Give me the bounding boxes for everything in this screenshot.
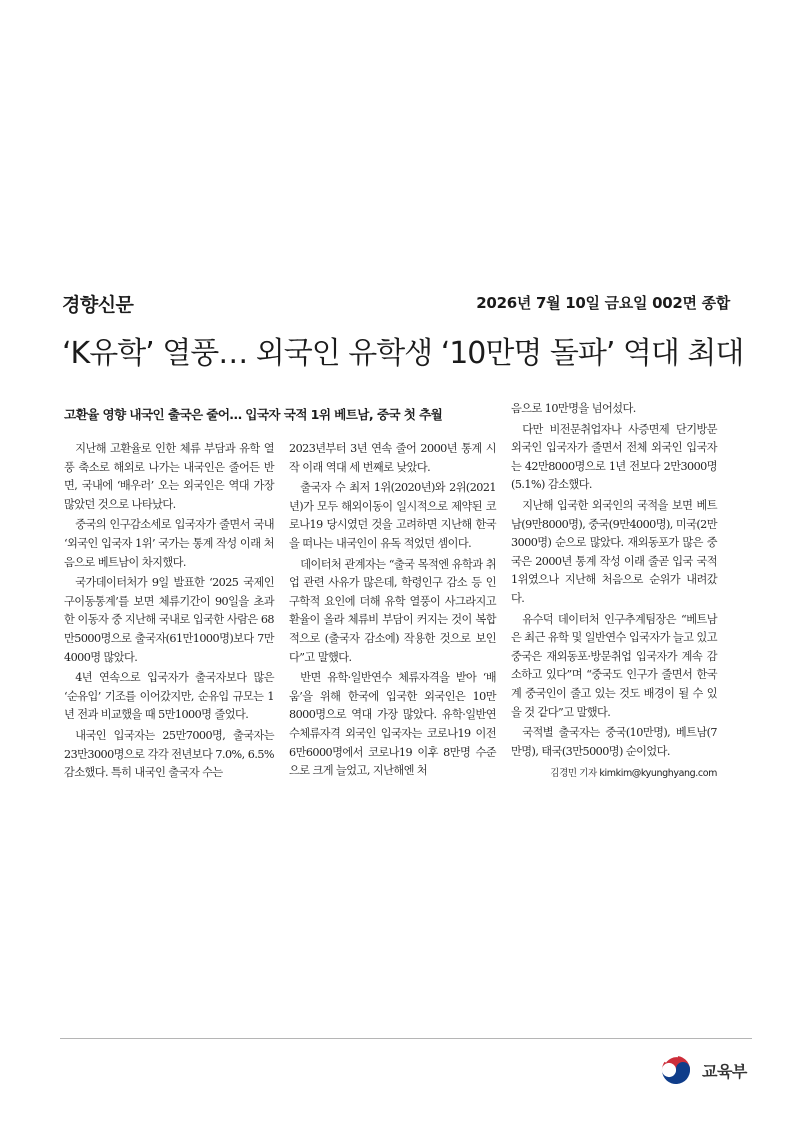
- paragraph: 출국자 수 최저 1위(2020년)와 2위(2021년)가 모두 해외이동이 일시적으로 제약된 코로나19 당시였던 것을 고려하면 지난해 한국을 떠나는 내국인이 유독 적었던 셈이다.: [289, 481, 496, 550]
- paragraph: 중국의 인구감소세로 입국자가 줄면서 국내 ‘외국인 입국자 1위’ 국가는 통계 작성 이래 처음으로 베트남이 차지했다.: [64, 518, 274, 569]
- ministry-name: 교육부: [702, 1062, 747, 1081]
- dateline: 2026년 7월 10일 금요일 002면 종합: [476, 294, 730, 312]
- taegeuk-emblem-icon: [658, 1052, 694, 1088]
- article-headline: ‘K유학’ 열풍… 외국인 유학생 ‘10만명 돌파’ 역대 최대: [62, 336, 744, 371]
- article-subheadline: 고환율 영향 내국인 출국은 줄어… 입국자 국적 1위 베트남, 중국 첫 추월: [64, 407, 443, 422]
- paragraph: 국가데이터처가 9일 발표한 ‘2025 국제인구이동통계’를 보면 체류기간이 90일을 초과한 이동자 중 지난해 국내로 입국한 사람은 68만5000명으로 출국자(61만1000명)보다 7만4000명 많았다.: [64, 576, 274, 664]
- paragraph: 2023년부터 3년 연속 줄어 2000년 통계 시작 이래 역대 세 번째로 낮았다.: [289, 442, 496, 474]
- ministry-logo: [658, 1050, 758, 1090]
- article-column-1: [64, 440, 274, 785]
- paragraph: 지난해 입국한 외국인의 국적을 보면 베트남(9만8000명), 중국(9만4000명), 미국(2만3000명) 순으로 많았다. 재외동포가 많은 중국은 2000년 통계 작성 이래 줄곧 입국 국적 1위였으나 지난해 처음으로 순위가 내려갔다.: [511, 498, 717, 605]
- paragraph: 지난해 고환율로 인한 체류 부담과 유학 열풍 축소로 해외로 나가는 내국인은 줄어든 반면, 국내에 ‘배우러’ 오는 외국인은 역대 가장 많았던 것으로 나타났다.: [64, 442, 274, 511]
- paragraph: 국적별 출국자는 중국(10만명), 베트남(7만명), 태국(3만5000명) 순이었다.: [511, 726, 717, 758]
- footer-divider: [60, 1038, 752, 1039]
- paragraph: 유수덕 데이터처 인구추계팀장은 “베트남은 최근 유학 및 일반연수 입국자가 늘고 있고 중국은 재외동포·방문취업 입국자가 계속 감소하고 있다”며 “중국도 인구가 줄면서 한국계 중국인이 줄고 있는 것도 배경이 될 수 있을 것 같다”고 말했다.: [511, 612, 717, 719]
- paragraph: 내국인 입국자는 25만7000명, 출국자는 23만3000명으로 각각 전년보다 7.0%, 6.5% 감소했다. 특히 내국인 출국자 수는: [64, 728, 274, 780]
- paragraph: 4년 연속으로 입국자가 출국자보다 많은 ‘순유입’ 기조를 이어갔지만, 순유입 규모는 1년 전과 비교했을 때 5만1000명 줄었다.: [64, 671, 274, 722]
- paragraph: 음으로 10만명을 넘어섰다.: [511, 402, 636, 415]
- masthead: [62, 290, 730, 316]
- paragraph: 다만 비전문취업자나 사증면제 단기방문 외국인 입국자가 줄면서 전체 외국인 입국자는 42만8000명으로 1년 전보다 2만3000명(5.1%) 감소했다.: [511, 422, 717, 492]
- newspaper-name: 경향신문: [62, 294, 134, 316]
- byline: 김경민 기자 kimkim@kyunghyang.com: [550, 768, 717, 780]
- paragraph: 데이터처 관계자는 “출국 목적엔 유학과 취업 관련 사유가 많은데, 학령인구 감소 등 인구학적 요인에 더해 유학 열풍이 사그라지고 환율이 올라 체류비 부담이 커지는 것이 복합적으로 (출국자 감소에) 작용한 것으로 보인다”고 말했다.: [289, 557, 496, 664]
- paragraph: 반면 유학·일반연수 체류자격을 받아 ‘배움’을 위해 한국에 입국한 외국인은 10만8000명으로 역대 가장 많았다. 유학·일반연수체류자격 외국인 입국자는 코로나19 이전 6만6000명에서 코로나19 이후 8만명 수준으로 크게 늘었고, 지난해엔 처: [289, 671, 496, 778]
- article-column-3: [511, 400, 717, 784]
- article-column-2: [289, 440, 496, 783]
